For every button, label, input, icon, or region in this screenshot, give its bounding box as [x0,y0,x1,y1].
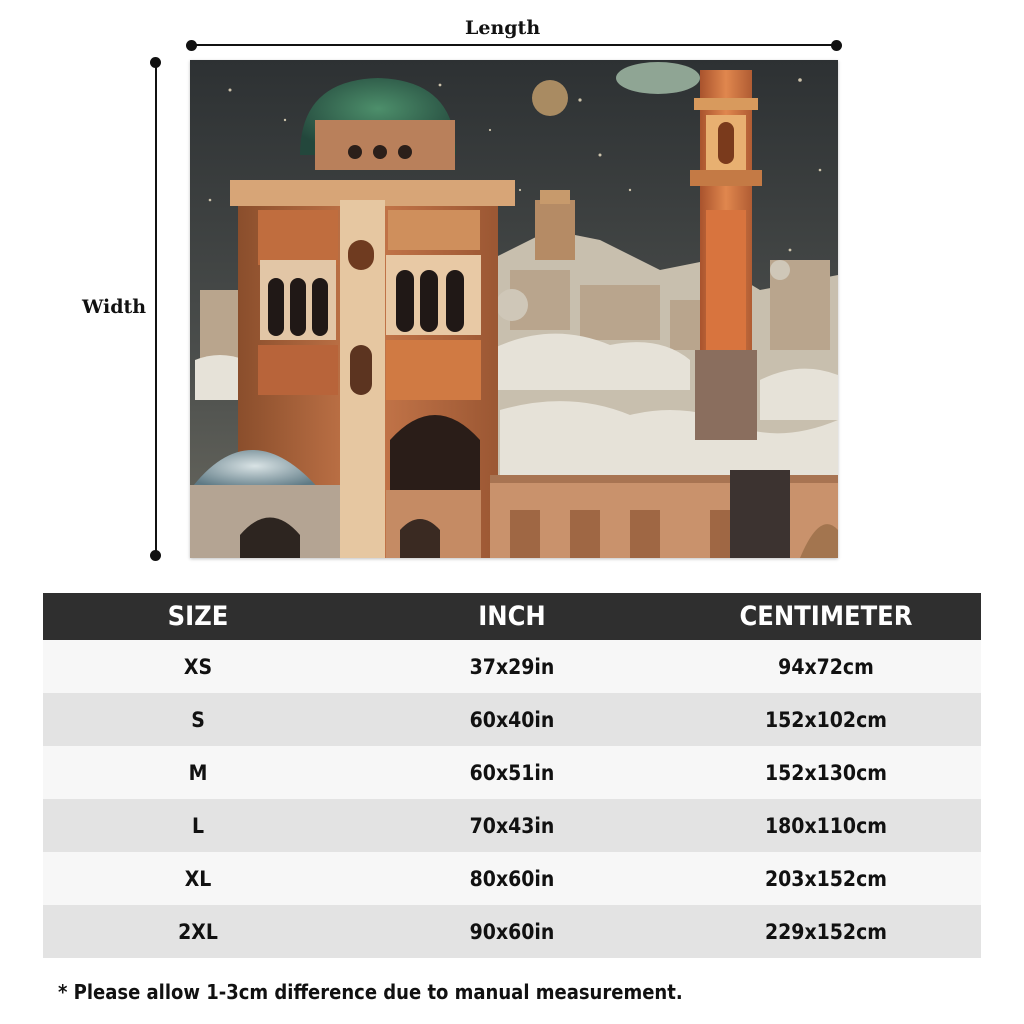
size-cell: XL [43,852,353,905]
table-row [43,799,981,852]
header-size: SIZE [43,593,353,640]
length-end-dot [831,40,842,51]
table-row [43,640,981,693]
inch-cell: 70x43in [353,799,671,852]
inch-cell: 60x51in [353,746,671,799]
cm-cell: 229x152cm [671,905,981,958]
size-cell: L [43,799,353,852]
inch-cell: 90x60in [353,905,671,958]
inch-cell: 37x29in [353,640,671,693]
size-cell: 2XL [43,905,353,958]
table-header-row [43,593,981,640]
cm-cell: 203x152cm [671,852,981,905]
header-centimeter: CENTIMETER [671,593,981,640]
inch-cell: 80x60in [353,852,671,905]
size-cell: XS [43,640,353,693]
width-start-dot [150,57,161,68]
table-row [43,852,981,905]
cm-cell: 152x130cm [671,746,981,799]
width-label: Width [82,296,147,318]
size-table [43,593,981,958]
width-line [155,63,157,556]
inch-cell: 60x40in [353,693,671,746]
length-line [192,44,836,46]
cm-cell: 152x102cm [671,693,981,746]
table-row [43,746,981,799]
size-cell: S [43,693,353,746]
cm-cell: 94x72cm [671,640,981,693]
tapestry-image [190,60,838,558]
header-inch: INCH [353,593,671,640]
cm-cell: 180x110cm [671,799,981,852]
table-row [43,693,981,746]
size-cell: M [43,746,353,799]
length-start-dot [186,40,197,51]
table-row [43,905,981,958]
width-end-dot [150,550,161,561]
measurement-footnote: * Please allow 1-3cm difference due to manual measurement. [58,980,683,1004]
length-label: Length [465,17,541,39]
